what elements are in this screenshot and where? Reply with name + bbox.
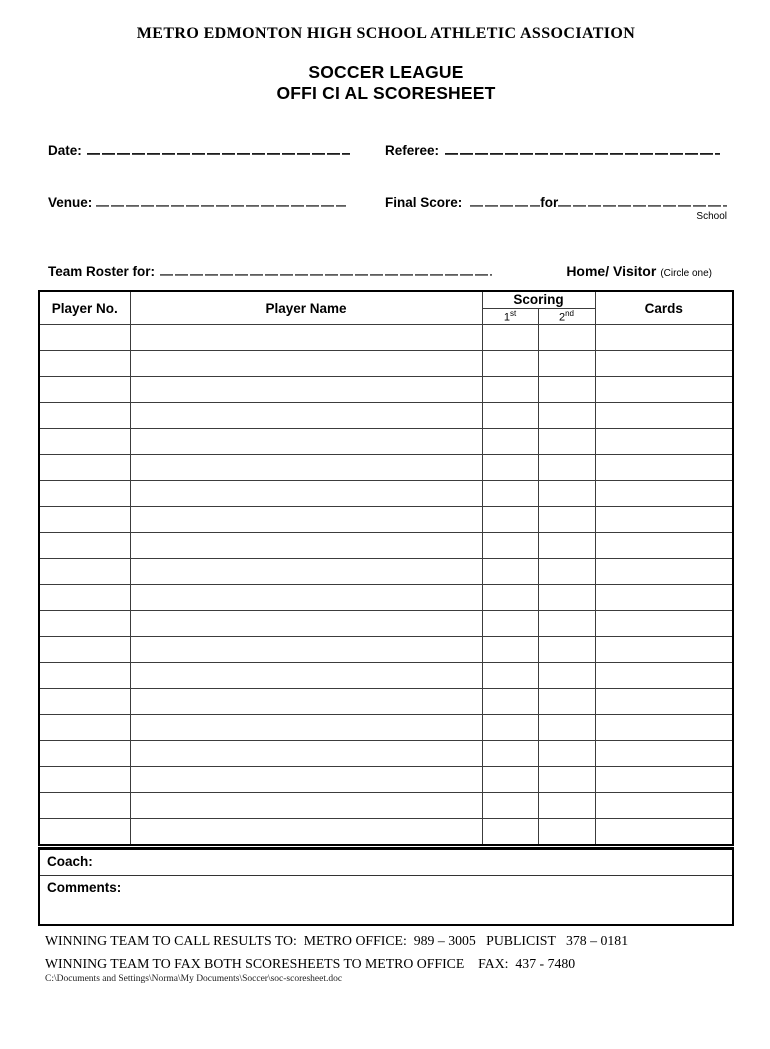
cards-cell[interactable] xyxy=(595,767,733,793)
cards-cell[interactable] xyxy=(595,819,733,846)
player-no-cell[interactable] xyxy=(39,637,130,663)
cards-cell[interactable] xyxy=(595,507,733,533)
coach-comments-box xyxy=(38,847,734,926)
venue-label: Venue: xyxy=(48,195,93,210)
cards-cell[interactable] xyxy=(595,351,733,377)
player-name-header: Player Name xyxy=(130,291,482,325)
venue-score-row xyxy=(38,192,734,222)
roster-row xyxy=(39,429,733,455)
footer-call-results: WINNING TEAM TO CALL RESULTS TO: METRO OFFICE: 989 – 3005 PUBLICIST 378 – 0181 xyxy=(45,933,629,948)
venue-field xyxy=(38,192,385,210)
player-no-cell[interactable] xyxy=(39,429,130,455)
scoring-2nd-header xyxy=(538,308,595,325)
player-no-cell[interactable] xyxy=(39,559,130,585)
team-roster-row xyxy=(38,261,734,279)
roster-row xyxy=(39,585,733,611)
player-name-cell[interactable] xyxy=(130,559,482,585)
player-no-cell[interactable] xyxy=(39,455,130,481)
scoring-1st-cell[interactable] xyxy=(482,559,538,585)
scoring-1st-cell[interactable] xyxy=(482,377,538,403)
roster-row xyxy=(39,403,733,429)
cards-cell[interactable] xyxy=(595,325,733,351)
player-no-cell[interactable] xyxy=(39,663,130,689)
scoring-2nd-cell[interactable] xyxy=(538,689,595,715)
scoring-2nd-cell[interactable] xyxy=(538,325,595,351)
scoring-2nd-cell[interactable] xyxy=(538,637,595,663)
player-no-cell[interactable] xyxy=(39,689,130,715)
scoring-1st-header xyxy=(482,308,538,325)
player-no-cell[interactable] xyxy=(39,351,130,377)
home-visitor-wrap xyxy=(566,263,734,279)
referee-field xyxy=(385,140,734,158)
player-no-cell[interactable] xyxy=(39,793,130,819)
player-no-cell[interactable] xyxy=(39,403,130,429)
scoring-2nd-cell[interactable] xyxy=(538,793,595,819)
cards-cell[interactable] xyxy=(595,481,733,507)
player-name-cell[interactable] xyxy=(130,325,482,351)
roster-row xyxy=(39,793,733,819)
final-score-for-label: for xyxy=(540,195,559,210)
player-name-cell[interactable] xyxy=(130,741,482,767)
roster-row xyxy=(39,559,733,585)
roster-row xyxy=(39,325,733,351)
player-no-cell[interactable] xyxy=(39,325,130,351)
scoring-2nd-cell[interactable] xyxy=(538,767,595,793)
scoring-1st-cell[interactable] xyxy=(482,325,538,351)
player-name-cell[interactable] xyxy=(130,533,482,559)
player-no-header: Player No. xyxy=(39,291,130,325)
scoring-1st-cell[interactable] xyxy=(482,637,538,663)
player-name-cell[interactable] xyxy=(130,819,482,846)
player-name-cell[interactable] xyxy=(130,663,482,689)
cards-cell[interactable] xyxy=(595,637,733,663)
team-roster-label: Team Roster for: xyxy=(48,264,156,279)
final-score-school-blank[interactable] xyxy=(558,192,727,207)
school-caption: School xyxy=(696,211,727,222)
scoring-1st-cell[interactable] xyxy=(482,585,538,611)
date-referee-row xyxy=(38,140,734,158)
roster-row xyxy=(39,481,733,507)
cards-cell[interactable] xyxy=(595,611,733,637)
final-score-blank[interactable] xyxy=(470,192,540,207)
player-no-cell[interactable] xyxy=(39,507,130,533)
referee-label: Referee: xyxy=(385,143,440,158)
final-score-field xyxy=(385,192,734,222)
scoring-1st-cell[interactable] xyxy=(482,663,538,689)
scoring-1st-cell[interactable] xyxy=(482,481,538,507)
player-no-cell[interactable] xyxy=(39,715,130,741)
roster-row xyxy=(39,715,733,741)
cards-cell[interactable] xyxy=(595,559,733,585)
scoring-header: Scoring xyxy=(482,291,595,308)
final-score-line xyxy=(385,192,727,210)
referee-blank[interactable] xyxy=(445,140,720,155)
roster-row xyxy=(39,637,733,663)
footer-fax: WINNING TEAM TO FAX BOTH SCORESHEETS TO METRO OFFICE FAX: 437 - 7480 xyxy=(45,956,576,971)
player-name-cell[interactable] xyxy=(130,481,482,507)
scoring-1st-cell[interactable] xyxy=(482,533,538,559)
roster-row xyxy=(39,507,733,533)
venue-blank[interactable] xyxy=(96,192,346,207)
scoring-2nd-cell[interactable] xyxy=(538,403,595,429)
player-name-cell[interactable] xyxy=(130,403,482,429)
roster-header-row xyxy=(39,291,733,308)
scoring-2nd-cell[interactable] xyxy=(538,715,595,741)
association-title: METRO EDMONTON HIGH SCHOOL ATHLETIC ASSOCIATION xyxy=(136,25,636,42)
roster-row xyxy=(39,611,733,637)
scoring-2nd-cell[interactable] xyxy=(538,507,595,533)
doc-title-line1: SOCCER LEAGUE xyxy=(308,62,464,82)
player-name-cell[interactable] xyxy=(130,377,482,403)
scoring-1st-cell[interactable] xyxy=(482,429,538,455)
comments-row[interactable] xyxy=(40,876,732,924)
doc-title-line2: OFFI CI AL SCORESHEET xyxy=(276,83,496,103)
scoring-1st-cell[interactable] xyxy=(482,741,538,767)
scoring-2nd-cell[interactable] xyxy=(538,377,595,403)
cards-cell[interactable] xyxy=(595,533,733,559)
home-visitor-choice[interactable]: Home/ Visitor xyxy=(566,263,657,279)
roster-row xyxy=(39,533,733,559)
date-label: Date: xyxy=(48,143,82,158)
cards-cell[interactable] xyxy=(595,403,733,429)
scoring-1st-cell[interactable] xyxy=(482,351,538,377)
cards-cell[interactable] xyxy=(595,689,733,715)
roster-row xyxy=(39,689,733,715)
date-field xyxy=(38,140,385,158)
player-name-cell[interactable] xyxy=(130,767,482,793)
roster-row xyxy=(39,819,733,846)
player-name-cell[interactable] xyxy=(130,351,482,377)
file-path: C:\Documents and Settings\Norma\My Documents\Soccer\soc-scoresheet.doc xyxy=(45,974,343,984)
roster-row xyxy=(39,377,733,403)
player-name-cell[interactable] xyxy=(130,637,482,663)
scoring-1st-sup: st xyxy=(509,308,517,318)
roster-row xyxy=(39,663,733,689)
scoring-2nd-cell[interactable] xyxy=(538,663,595,689)
scoring-2nd-num: 2 xyxy=(558,311,566,324)
comments-label: Comments: xyxy=(47,880,122,895)
scoring-2nd-cell[interactable] xyxy=(538,455,595,481)
circle-one-caption: (Circle one) xyxy=(660,268,712,279)
scoring-1st-cell[interactable] xyxy=(482,793,538,819)
player-no-cell[interactable] xyxy=(39,533,130,559)
roster-table xyxy=(38,290,734,846)
player-name-cell[interactable] xyxy=(130,507,482,533)
scoring-2nd-cell[interactable] xyxy=(538,819,595,846)
coach-label: Coach: xyxy=(47,854,93,869)
scoring-2nd-cell[interactable] xyxy=(538,585,595,611)
roster-row xyxy=(39,767,733,793)
player-no-cell[interactable] xyxy=(39,741,130,767)
cards-cell[interactable] xyxy=(595,793,733,819)
scoring-2nd-cell[interactable] xyxy=(538,611,595,637)
player-no-cell[interactable] xyxy=(39,819,130,846)
cards-cell[interactable] xyxy=(595,715,733,741)
date-blank[interactable] xyxy=(87,140,350,155)
scoring-2nd-sup: nd xyxy=(565,308,575,318)
player-no-cell[interactable] xyxy=(39,611,130,637)
player-no-cell[interactable] xyxy=(39,481,130,507)
scoring-2nd-cell[interactable] xyxy=(538,481,595,507)
roster-row xyxy=(39,455,733,481)
player-name-cell[interactable] xyxy=(130,585,482,611)
player-no-cell[interactable] xyxy=(39,767,130,793)
player-name-cell[interactable] xyxy=(130,793,482,819)
cards-cell[interactable] xyxy=(595,741,733,767)
scoring-1st-cell[interactable] xyxy=(482,715,538,741)
scoring-2nd-cell[interactable] xyxy=(538,559,595,585)
coach-row[interactable] xyxy=(40,850,732,876)
scoring-1st-cell[interactable] xyxy=(482,767,538,793)
cards-cell[interactable] xyxy=(595,429,733,455)
scoring-2nd-cell[interactable] xyxy=(538,429,595,455)
doc-title xyxy=(38,62,734,104)
roster-row xyxy=(39,741,733,767)
cards-cell[interactable] xyxy=(595,585,733,611)
player-name-cell[interactable] xyxy=(130,429,482,455)
scoring-2nd-cell[interactable] xyxy=(538,533,595,559)
scoring-1st-cell[interactable] xyxy=(482,403,538,429)
scoring-1st-cell[interactable] xyxy=(482,611,538,637)
scoring-2nd-cell[interactable] xyxy=(538,351,595,377)
scoring-1st-cell[interactable] xyxy=(482,455,538,481)
scoring-1st-num: 1 xyxy=(503,311,510,324)
scoring-1st-cell[interactable] xyxy=(482,819,538,846)
player-no-cell[interactable] xyxy=(39,585,130,611)
roster-row xyxy=(39,351,733,377)
final-score-label: Final Score: xyxy=(385,195,463,210)
player-name-cell[interactable] xyxy=(130,689,482,715)
cards-header: Cards xyxy=(595,291,733,325)
scoring-2nd-cell[interactable] xyxy=(538,741,595,767)
cards-cell[interactable] xyxy=(595,663,733,689)
team-roster-blank[interactable] xyxy=(160,261,492,276)
cards-cell[interactable] xyxy=(595,455,733,481)
player-name-cell[interactable] xyxy=(130,611,482,637)
cards-cell[interactable] xyxy=(595,377,733,403)
scoring-1st-cell[interactable] xyxy=(482,507,538,533)
scoresheet-page xyxy=(0,25,770,1049)
player-name-cell[interactable] xyxy=(130,455,482,481)
roster-table-body xyxy=(39,325,733,846)
player-no-cell[interactable] xyxy=(39,377,130,403)
scoring-1st-cell[interactable] xyxy=(482,689,538,715)
player-name-cell[interactable] xyxy=(130,715,482,741)
